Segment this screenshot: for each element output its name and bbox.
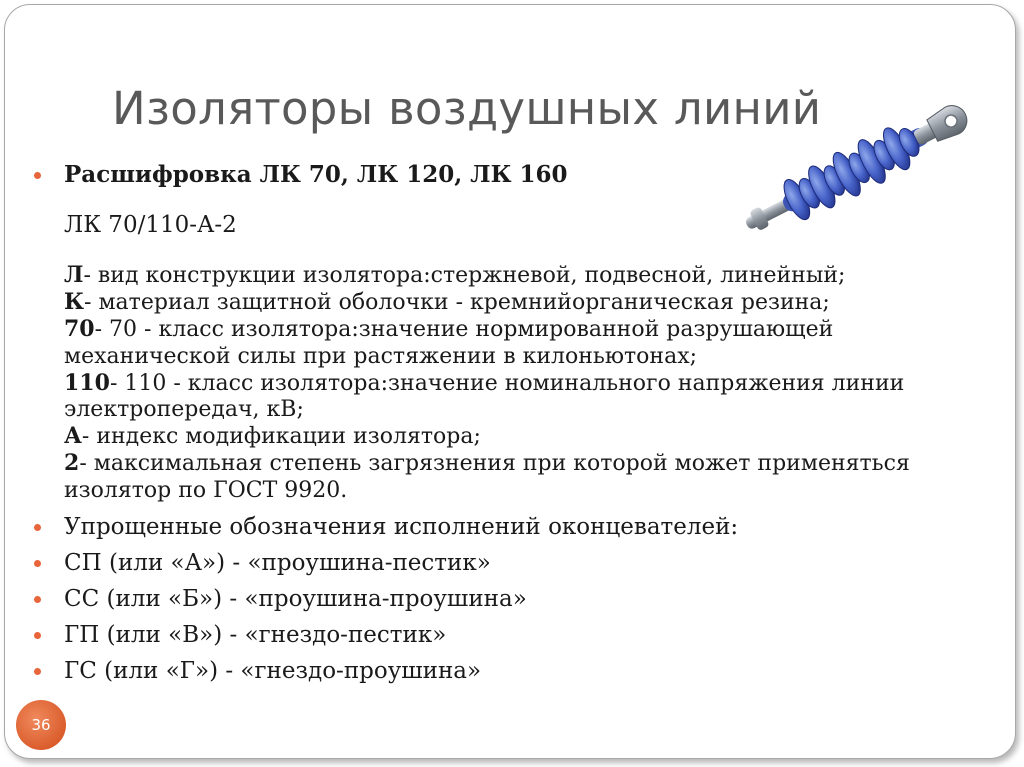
list-item	[34, 622, 994, 648]
legend-text: - максимальная степень загрязнения при которой может применяться изолятор по ГОСТ 9920.	[64, 451, 910, 503]
legend-key: Л	[64, 262, 84, 288]
bullet-dot	[34, 668, 41, 675]
list-item-text: ГП (или «В») - «гнездо-пестик»	[64, 621, 447, 648]
bullet-dot	[34, 632, 41, 639]
list-item-text: ГС (или «Г») - «гнездо-проушина»	[64, 657, 482, 684]
list-item-text: СП (или «А») - «проушина-пестик»	[64, 549, 491, 576]
legend-key: 110	[64, 369, 110, 396]
slide-title: Изоляторы воздушных линий	[112, 82, 822, 135]
list-item	[34, 514, 994, 540]
legend-key: К	[64, 289, 85, 316]
legend-key: 70	[64, 316, 95, 343]
list-item-text: СС (или «Б») - «проушина-проушина»	[64, 585, 527, 612]
legend-text: - 70 - класс изолятора:значение нормированной разрушающей механической силы при растяжении в килоньютонах;	[64, 317, 834, 369]
list-item	[34, 550, 994, 576]
bullet-dot	[34, 596, 41, 603]
list-item-text: Упрощенные обозначения исполнений оконцевателей:	[64, 513, 739, 540]
marking-code: ЛК 70/110-А-2	[64, 212, 237, 238]
list-item-decoding	[34, 162, 994, 504]
legend-text: - индекс модификации изолятора;	[81, 424, 481, 450]
bullet-dot	[34, 560, 41, 567]
legend-text: - вид конструкции изолятора:стержневой, подвесной, линейный;	[83, 263, 846, 288]
content-list	[34, 162, 994, 684]
legend-key: 2	[64, 450, 80, 477]
decoding-heading: Расшифровка ЛК 70, ЛК 120, ЛК 160	[64, 161, 568, 188]
list-item	[34, 658, 994, 684]
list-item	[34, 586, 994, 612]
legend-key: А	[64, 423, 82, 450]
legend-text: - материал защитной оболочки - кремнийорганическая резина;	[84, 290, 830, 316]
legend-text: - 110 - класс изолятора:значение номинального напряжения линии электропередач, кВ;	[64, 370, 905, 423]
bullet-dot	[34, 172, 41, 179]
bullet-dot	[34, 524, 41, 531]
marking-legend	[64, 262, 994, 504]
page-number-badge: 36	[16, 700, 66, 750]
